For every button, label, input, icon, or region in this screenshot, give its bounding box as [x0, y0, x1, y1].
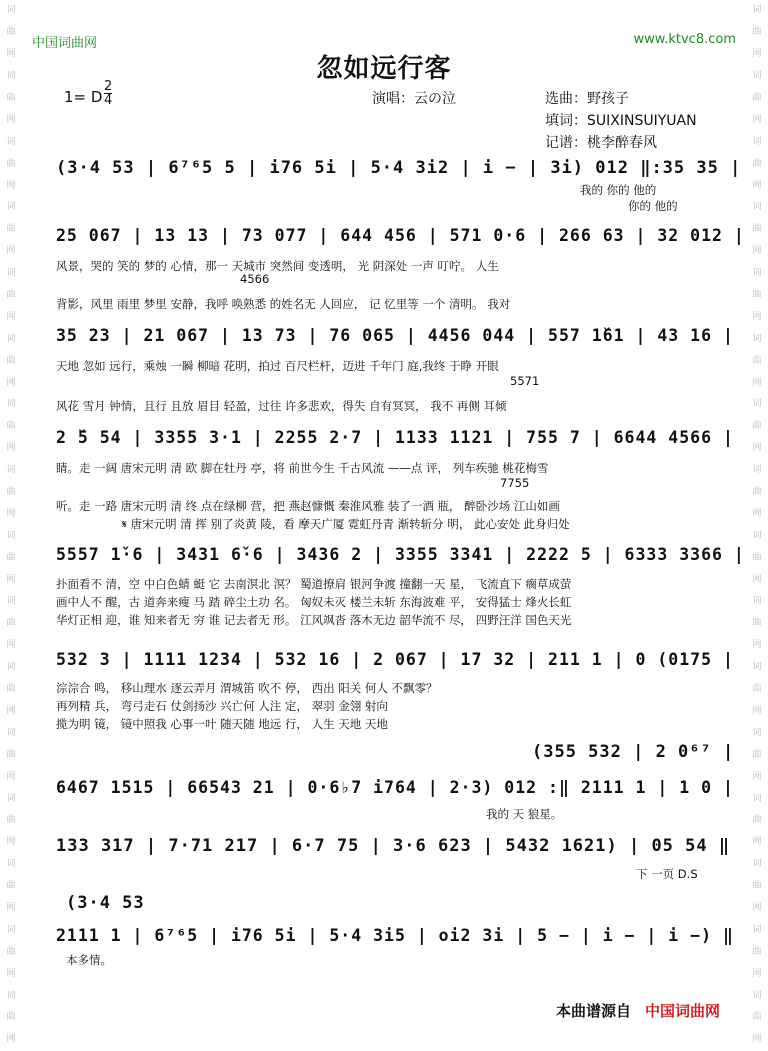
notation-line: 532 3 | 1111 1234 | 532 16 | 2 067 | 17 32 | 211 1 | 0 (0175 | — [56, 650, 734, 669]
lyric-line: 7755 — [500, 476, 530, 490]
lyric-line: 5571 — [510, 374, 540, 388]
watermark-char: 曲 — [752, 1012, 762, 1023]
watermark-char: 词 — [752, 465, 762, 476]
watermark-char: 词 — [6, 5, 16, 16]
notation-line: 2111 1 | 6⁷⁶5 | i76 5i | 5·4 3i5 | oi2 3i | 5 − | i − | i −) ‖ — [56, 926, 734, 945]
watermark-char: 曲 — [752, 290, 762, 301]
lyric-line: 我的 你的 他的 — [580, 183, 657, 197]
watermark-char: 网 — [6, 180, 16, 191]
source-label: 本曲谱源自 — [555, 1002, 631, 1020]
lyric-line: 风景，哭的 笑的 梦的 心情，那一 天城市 突然间 变透明， 光 阴深处 一声 叮咛。 人生 — [56, 259, 499, 273]
watermark-char: 曲 — [6, 552, 16, 563]
watermark-char: 词 — [6, 530, 16, 541]
time-signature — [104, 80, 112, 107]
watermark-char: 网 — [6, 114, 16, 125]
watermark-char: 网 — [752, 311, 762, 322]
watermark-char: 词 — [752, 202, 762, 213]
watermark-char: 曲 — [752, 881, 762, 892]
lyric-line: 风花 雪月 钟情，且行 且放 眉目 轻盈，过往 许多悲欢，得失 自有冥冥， 我不 再侧 耳倾 — [56, 399, 507, 413]
watermark-char: 网 — [6, 1034, 16, 1045]
watermark-char: 网 — [6, 837, 16, 848]
lyric-line: 听。走 一路 唐宋元明 清 终 点在绿柳 营，把 燕赵慷慨 秦淮风雅 装了一酒 瓶， 醉卧沙场 江山如画 — [56, 499, 560, 513]
transcriber: 记谱：桃李醉春风 — [545, 135, 657, 151]
watermark-char: 词 — [6, 202, 16, 213]
watermark-char: 曲 — [6, 421, 16, 432]
notation-line: (355 532 | 2 0⁶⁷ | — [532, 742, 735, 762]
notation-line: 2 ̌5 54 | 3355 3·1 | 2255 2·7 | 1133 1121 | 755 7 | 6644 4566 | — [56, 428, 734, 447]
time-signature-top: 2 — [104, 79, 113, 94]
right-watermark — [750, 0, 764, 1051]
key-signature: 1= D — [64, 88, 103, 106]
site-url-right[interactable]: www.ktvc8.com — [633, 32, 736, 47]
lyric-line: 华灯正相 迎，谁 知来者无 穷 谁 记去者无 形。 江风飒沓 落木无边 韶华流不 尽， 四野汪洋 国色天光 — [56, 613, 572, 627]
watermark-char: 曲 — [6, 27, 16, 38]
watermark-char: 网 — [6, 246, 16, 257]
lyric-line: 你的 他的 — [628, 199, 678, 213]
watermark-char: 网 — [6, 771, 16, 782]
watermark-char: 词 — [6, 859, 16, 870]
watermark-char: 网 — [752, 902, 762, 913]
notation-line: 133 317 | 7·71 217 | 6·7 75 | 3·6 623 | 5432 1621) | 05 54 ‖ — [56, 836, 731, 856]
watermark-char: 曲 — [752, 749, 762, 760]
watermark-char: 网 — [6, 705, 16, 716]
lyric-line: 睛。走 一阔 唐宋元明 清 欧 脚在牡丹 亭，将 前世今生 千古风流 ——点 评， 列车疾驰 桃花梅雪 — [56, 461, 549, 475]
notation-line: 6467 1515 | 66543 21 | 0·6♭7 i764 | 2·3) 012 :‖ 2111 1 | 1 0 | — [56, 778, 734, 797]
watermark-char: 词 — [6, 990, 16, 1001]
notation-line: (3·4 53 — [66, 893, 145, 913]
watermark-char: 网 — [752, 246, 762, 257]
watermark-char: 词 — [752, 268, 762, 279]
watermark-char: 词 — [6, 399, 16, 410]
watermark-char: 词 — [6, 727, 16, 738]
watermark-char: 曲 — [6, 684, 16, 695]
lyric-line: 揽为明 镜， 镜中照我 心事一叶 随天随 地远 行， 人生 天地 天地 — [56, 717, 388, 731]
watermark-char: 曲 — [752, 618, 762, 629]
watermark-char: 曲 — [752, 487, 762, 498]
watermark-char: 曲 — [6, 158, 16, 169]
watermark-char: 词 — [752, 727, 762, 738]
watermark-char: 网 — [752, 968, 762, 979]
watermark-char: 曲 — [6, 1012, 16, 1023]
watermark-char: 网 — [6, 443, 16, 454]
watermark-char: 网 — [752, 640, 762, 651]
watermark-char: 网 — [752, 114, 762, 125]
lyric-line: 背影，风里 雨里 梦里 安静，我呼 唤熟悉 的姓名无 人回应， 记 忆里等 一个 清明。 我对 — [56, 297, 511, 311]
watermark-char: 曲 — [752, 815, 762, 826]
watermark-char: 网 — [752, 49, 762, 60]
watermark-char: 曲 — [6, 946, 16, 957]
site-name-left[interactable]: 中国词曲网 — [32, 36, 98, 51]
lyric-line: 下 一页 D.S — [636, 867, 698, 881]
watermark-char: 曲 — [6, 224, 16, 235]
watermark-char: 词 — [752, 662, 762, 673]
lyric-line: 再列精 兵， 弯弓走石 仗剑扬沙 兴亡何 人注 定， 翠羽 金翎 射向 — [56, 699, 388, 713]
source-credit — [556, 1000, 720, 1021]
time-signature-bottom: 4 — [104, 93, 113, 108]
watermark-char: 曲 — [6, 487, 16, 498]
watermark-char: 网 — [752, 508, 762, 519]
watermark-char: 曲 — [6, 355, 16, 366]
watermark-char: 词 — [6, 662, 16, 673]
lyric-line: 我的 天 狼星。 — [486, 807, 563, 821]
notation-line: (3·4 53 | 6⁷⁶5 5 | i76 5i | 5·4 3i2 | i − | 3i) 012 ‖:35 35 | — [56, 158, 742, 178]
notation-line: 25 067 | 13 13 | 73 077 | 644 456 | 571 0·6 | 266 63 | 32 012 | — [56, 226, 745, 245]
watermark-char: 网 — [6, 968, 16, 979]
watermark-char: 词 — [752, 990, 762, 1001]
watermark-char: 词 — [6, 136, 16, 147]
watermark-char: 网 — [752, 574, 762, 585]
lyric-line: 天地 忽如 远行，乘烛 一瞬 柳暗 花明，拍过 百尺栏杆，迈进 千年门 庭,我终 于睁 开眼 — [56, 359, 499, 373]
watermark-char: 网 — [6, 311, 16, 322]
watermark-char: 曲 — [752, 684, 762, 695]
left-watermark — [4, 0, 18, 1051]
watermark-char: 词 — [6, 793, 16, 804]
watermark-char: 词 — [752, 5, 762, 16]
watermark-char: 网 — [6, 574, 16, 585]
watermark-char: 曲 — [6, 290, 16, 301]
watermark-char: 网 — [752, 837, 762, 848]
watermark-char: 词 — [752, 530, 762, 541]
notation-line: 5557 1̌·6 | 3431 6̌·6 | 3436 2 | 3355 3341 | 2222 5 | 6333 3366 | — [56, 545, 745, 564]
watermark-char: 词 — [6, 596, 16, 607]
watermark-char: 网 — [752, 705, 762, 716]
watermark-char: 词 — [6, 268, 16, 279]
lyricist: 填词：SUIXINSUIYUAN — [545, 113, 697, 129]
watermark-char: 曲 — [6, 749, 16, 760]
lyric-line: 扑面看不 清，空 中白色蜻 蜓 它 去南溟北 溟？ 蜀道撩肩 银河争渡 撞翻一天 星， 飞流直下 瘸草成萤 — [56, 577, 572, 591]
watermark-char: 曲 — [752, 946, 762, 957]
watermark-char: 词 — [752, 333, 762, 344]
lyric-line: 画中人不 醒，古 道奔来瘦 马 踏 碎尘土功 名。 匈奴未灭 楼兰未斩 东海波难 平， 安得猛士 烽火长虹 — [56, 595, 572, 609]
lyric-line: 淙淙合 鸣， 移山理水 逐云弄月 渭城笛 吹不 停， 西出 阳关 何人 不飘零？ — [56, 681, 438, 695]
watermark-char: 词 — [6, 71, 16, 82]
watermark-char: 词 — [752, 596, 762, 607]
watermark-char: 网 — [752, 180, 762, 191]
watermark-char: 曲 — [752, 158, 762, 169]
watermark-char: 词 — [752, 924, 762, 935]
watermark-char: 网 — [752, 771, 762, 782]
watermark-char: 词 — [6, 333, 16, 344]
watermark-char: 曲 — [752, 27, 762, 38]
lyric-line: 本多情。 — [66, 953, 112, 967]
watermark-char: 词 — [752, 793, 762, 804]
lyric-line: 𝄋 唐宋元明 清 挥 别了炎黄 陵，看 摩天广厦 霓虹丹青 渐转斩分 明， 此心安处 此身归处 — [122, 517, 570, 531]
watermark-char: 曲 — [6, 815, 16, 826]
watermark-char: 词 — [6, 924, 16, 935]
watermark-char: 曲 — [6, 618, 16, 629]
watermark-char: 网 — [6, 640, 16, 651]
watermark-char: 网 — [752, 1034, 762, 1045]
watermark-char: 网 — [6, 377, 16, 388]
watermark-char: 曲 — [752, 224, 762, 235]
singer: 演唱：云の泣 — [372, 91, 456, 107]
notation-line: 35 23 | 21 067 | 13 73 | 76 065 | 4456 044 | 557 1̌61 | 43 16 | — [56, 326, 734, 345]
watermark-char: 词 — [6, 465, 16, 476]
watermark-char: 曲 — [752, 421, 762, 432]
watermark-char: 曲 — [6, 881, 16, 892]
watermark-char: 词 — [752, 136, 762, 147]
watermark-char: 网 — [752, 377, 762, 388]
watermark-char: 曲 — [752, 552, 762, 563]
song-title: 忽如远行客 — [316, 54, 452, 84]
watermark-char: 曲 — [752, 355, 762, 366]
watermark-char: 网 — [752, 443, 762, 454]
watermark-char: 网 — [6, 49, 16, 60]
watermark-char: 网 — [6, 902, 16, 913]
watermark-char: 网 — [6, 508, 16, 519]
composer: 选曲：野孩子 — [545, 91, 629, 107]
watermark-char: 曲 — [6, 93, 16, 103]
watermark-char: 词 — [752, 399, 762, 410]
watermark-char: 词 — [752, 859, 762, 870]
source-site[interactable]: 中国词曲网 — [644, 1002, 720, 1020]
watermark-char: 曲 — [752, 93, 762, 103]
lyric-line: 4566 — [240, 272, 270, 286]
watermark-char: 词 — [752, 71, 762, 82]
